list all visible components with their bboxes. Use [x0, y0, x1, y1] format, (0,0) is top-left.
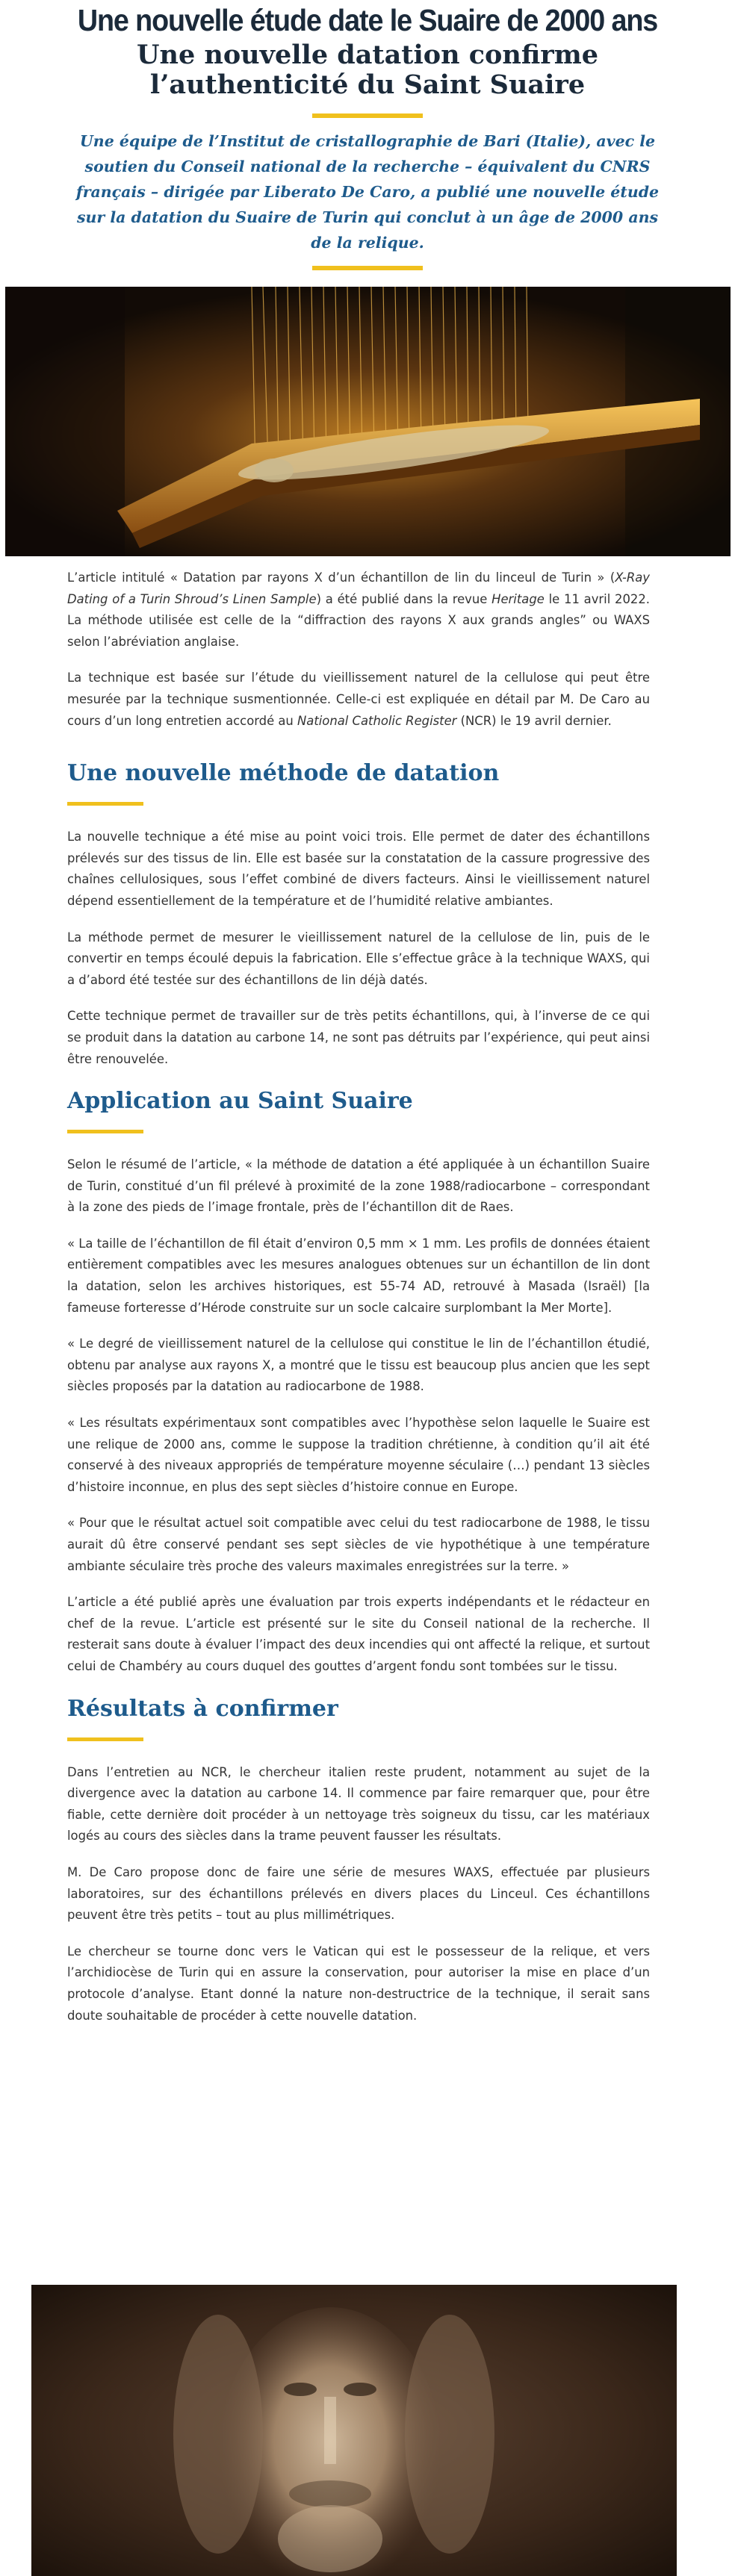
section1-paragraph: La nouvelle technique a été mise au point voici trois. Elle permet de dater des échantillons prélevés sur des tissus de lin. Elle est basée sur la constatation de la cassure progressive des chaînes cellulosiques, sous l’effet combiné de divers facteurs. Ainsi le vieillissement naturel dépend essentiellement de la température et de l’humidité relative ambiantes.	[67, 830, 650, 908]
section2-paragraph: « Les résultats expérimentaux sont compatibles avec l’hypothèse selon laquelle le Suaire est une relique de 2000 ans, comme le suppose la tradition chrétienne, à condition qu’il ait été conservé à des niveaux appropriés de température moyenne séculaire (…) pendant 13 siècles d’histoire inconnue, en plus des sept siècles d’histoire connue en Europe.	[67, 1416, 650, 1494]
section2-paragraph: « La taille de l’échantillon de fil était d’environ 0,5 mm × 1 mm. Les profils de données étaient entièrement compatibles avec les mesures analogues obtenues sur un échantillon de lin dont la datation, selon les archives historiques, est 55-74 AD, retrouvé à Masada (Israël) [la fameuse forteresse d’Hérode construite sur un socle calcaire surplombant la Mer Morte].	[67, 1236, 650, 1315]
shroud-face-image	[31, 2285, 677, 2576]
hero-image-shroud-in-case	[5, 287, 731, 556]
section2-paragraph: « Le degré de vieillissement naturel de la cellulose qui constitue le lin de l’échantillon étudié, obtenu par analyse aux rayons X, a montré que le tissu est beaucoup plus ancien que les sept siècles proposés par la datation au radiocarbone de 1988.	[67, 1337, 650, 1394]
intro-p1-text-b: ) a été publié dans la revue	[316, 591, 492, 606]
section-divider	[67, 1130, 143, 1133]
intro-paragraph-2	[67, 668, 650, 732]
intro-paragraph-1	[67, 567, 650, 653]
section-heading-resultats: Résultats à confirmer	[67, 1695, 338, 1722]
section-heading-application: Application au Saint Suaire	[67, 1088, 413, 1115]
section3-paragraph: Le chercheur se tourne donc vers le Vatican qui est le possesseur de la relique, et vers l’archidiocèse de Turin qui en assure la conservation, pour autoriser la mise en place d’un protocole d’analyse. Etant donné la nature non-destructrice de la technique, il serait sans doute souhaitable de procéder à cette nouvelle datation.	[67, 1944, 650, 2023]
section-divider	[67, 1737, 143, 1741]
section3-paragraph: M. De Caro propose donc de faire une série de mesures WAXS, effectuée par plusieurs laboratoires, sur des échantillons prélevés en divers places du Linceul. Ces échantillons peuvent être très petits – tout au plus millimétriques.	[67, 1864, 650, 1923]
section1-paragraph: La méthode permet de mesurer le vieillissement naturel de la cellulose de lin, puis de le convertir en temps écoulé depuis la fabrication. Elle s’effectue grâce à la technique WAXS, qui a d’abord été testée sur des échantillons de lin déjà datés.	[67, 930, 650, 987]
section-divider	[67, 802, 143, 806]
article-body	[0, 567, 735, 2041]
intro-p2-text-a: La technique est basée sur l’étude du vieillissement naturel de la cellulose qui peut être mesurée par la technique susmentionnée. Celle-ci est expliquée en détail par M. De Caro au cours d’un long entretien accordé au	[67, 671, 650, 728]
intro-p2-text-b: (NCR) le 19 avril dernier.	[456, 713, 612, 728]
intro-p1-text-a: L’article intitulé « Datation par rayons X d’un échantillon de lin du linceul de Turin » (	[67, 570, 615, 585]
section2-paragraph: Selon le résumé de l’article, « la méthode de datation a été appliquée à un échantillon Suaire de Turin, constitué d’un fil prélevé à proximité de la zone 1988/radiocarbone – correspondant à la zone des pieds de l’image frontale, près de l’échantillon dit de Raes.	[67, 1157, 650, 1215]
intro-p1-english-title: X-Ray Dating of a Turin Shroud’s Linen Sample	[67, 570, 650, 606]
section-heading-methode: Une nouvelle méthode de datation	[67, 760, 500, 787]
section2-paragraph: L’article a été publié après une évaluation par trois experts indépendants et le rédacteur en chef de la revue. L’article est présenté sur le site du Conseil national de la recherche. Il resterait sans doute à évaluer l’impact des deux incendies qui ont affecté la relique, et surtout celui de Chambéry au cours duquel des gouttes d’argent fondu sont tombées sur le tissu.	[67, 1595, 650, 1673]
intro-p1-journal: Heritage	[491, 591, 545, 606]
intro-p1-text-c: le 11 avril 2022. La méthode utilisée est celle de la “diffraction des rayons X aux grands angles” ou WAXS selon l’abréviation anglaise.	[67, 591, 650, 649]
title-divider	[312, 113, 423, 118]
lead-divider	[312, 266, 423, 270]
section3-paragraph: Dans l’entretien au NCR, le chercheur italien reste prudent, notamment au sujet de la divergence avec la datation au carbone 14. Il commence par faire remarquer que, pour être fiable, cette dernière doit procéder à un nettoyage très soigneux du tissu, car les matériaux logés au cours des siècles dans la trame peuvent fausser les résultats.	[67, 1764, 650, 1844]
section2-paragraph: « Pour que le résultat actuel soit compatible avec celui du test radiocarbone de 1988, le tissu aurait dû être conservé pendant ses sept siècles de vie hypothétique à une température ambiante séculaire très proche des valeurs maximales enregistrées sur la terre. »	[67, 1516, 650, 1573]
section1-paragraph: Cette technique permet de travailler sur de très petits échantillons, qui, à l’inverse de ce qui se produit dans la datation au carbone 14, ne sont pas détruits par l’expérience, qui peut ainsi être renouvelée.	[67, 1009, 650, 1066]
article-header	[0, 0, 735, 270]
article-title: Une nouvelle datation confirme l’authenticité du Saint Suaire	[136, 40, 599, 100]
intro-p2-register: National Catholic Register	[297, 713, 457, 728]
article-kicker: Une nouvelle étude date le Suaire de 2000 ans	[77, 3, 658, 37]
article-lead: Une équipe de l’Institut de cristallographie de Bari (Italie), avec le soutien du Conseil national de la recherche – équivalent du CNRS français – dirigée par Liberato De Caro, a publié une nouvelle étude sur la datation du Suaire de Turin qui conclut à un âge de 2000 ans de la relique.	[75, 132, 660, 252]
